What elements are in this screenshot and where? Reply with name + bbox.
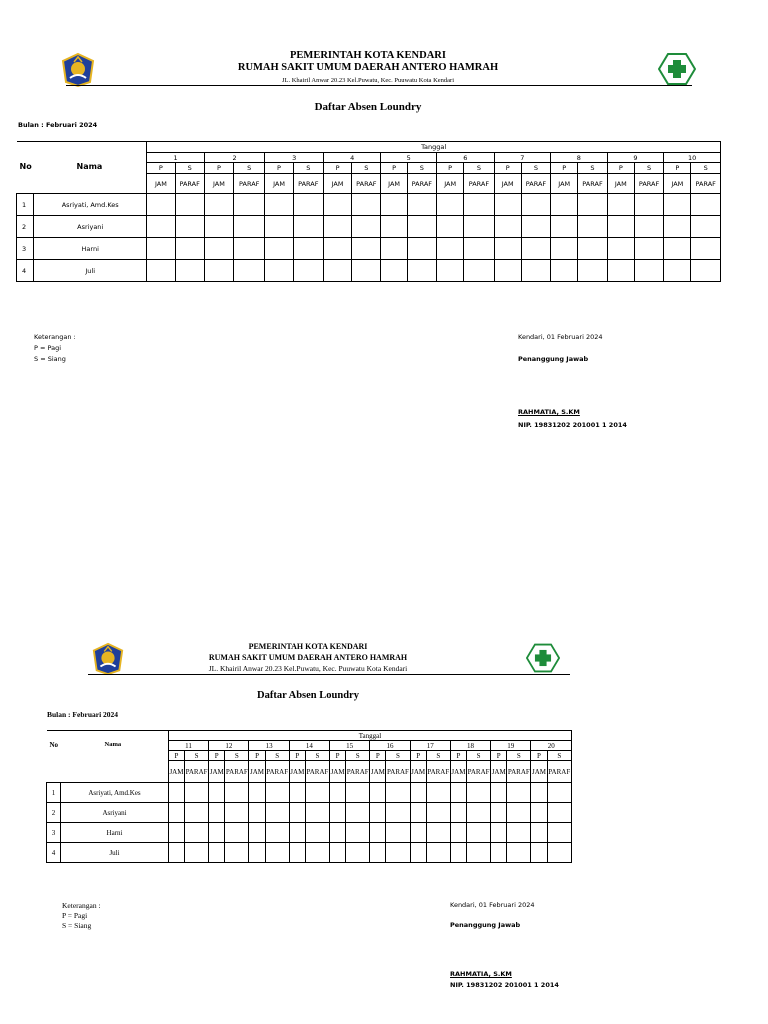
day-5: 5 bbox=[381, 153, 437, 163]
shift-p: P bbox=[289, 751, 305, 761]
health-cross-icon bbox=[526, 642, 560, 674]
shift-s: S bbox=[346, 751, 370, 761]
shift-s: S bbox=[507, 751, 531, 761]
sub-paraf: PARAF bbox=[547, 761, 571, 783]
sub-jam: JAM bbox=[370, 761, 386, 783]
sub-paraf: PARAF bbox=[426, 761, 450, 783]
shift-s: S bbox=[578, 163, 607, 174]
day-7: 7 bbox=[494, 153, 551, 163]
sub-paraf: PARAF bbox=[691, 174, 721, 194]
day-12: 12 bbox=[209, 741, 249, 751]
shift-p: P bbox=[323, 163, 351, 174]
day-11: 11 bbox=[168, 741, 208, 751]
day-8: 8 bbox=[551, 153, 608, 163]
signature-name: RAHMATIA, S.KM bbox=[450, 970, 512, 978]
sub-paraf: PARAF bbox=[466, 761, 490, 783]
legend-title: Keterangan : bbox=[62, 901, 101, 910]
sub-jam: JAM bbox=[168, 761, 184, 783]
row-name: Juli bbox=[34, 260, 147, 282]
sub-jam: JAM bbox=[410, 761, 426, 783]
header-divider bbox=[88, 674, 570, 675]
sub-jam: JAM bbox=[607, 174, 634, 194]
tanggal-header: Tanggal bbox=[147, 142, 721, 153]
sub-paraf: PARAF bbox=[185, 761, 209, 783]
signature-role: Penanggung Jawab bbox=[518, 355, 589, 363]
shift-p: P bbox=[168, 751, 184, 761]
city-emblem-icon bbox=[91, 642, 125, 676]
shift-p: P bbox=[531, 751, 547, 761]
shift-s: S bbox=[466, 751, 490, 761]
row-no: 1 bbox=[17, 194, 34, 216]
header-address: JL. Khairil Anwar 20.23 Kel.Puwatu, Kec. Puuwatu Kota Kendari bbox=[281, 77, 455, 84]
shift-p: P bbox=[330, 751, 346, 761]
table-row bbox=[47, 783, 572, 803]
sub-paraf: PARAF bbox=[521, 174, 550, 194]
header-line-1: PEMERINTAH KOTA KENDARI bbox=[290, 50, 446, 61]
shift-p: P bbox=[209, 751, 225, 761]
table-row bbox=[47, 803, 572, 823]
shift-p: P bbox=[551, 163, 578, 174]
day-1: 1 bbox=[147, 153, 205, 163]
row-no: 4 bbox=[17, 260, 34, 282]
header-line-2: RUMAH SAKIT UMUM DAERAH ANTERO HAMRAH bbox=[208, 653, 408, 662]
sub-paraf: PARAF bbox=[634, 174, 663, 194]
row-name: Juli bbox=[61, 843, 169, 863]
shift-s: S bbox=[293, 163, 323, 174]
day-9: 9 bbox=[607, 153, 664, 163]
shift-s: S bbox=[234, 163, 265, 174]
table-row bbox=[17, 194, 721, 216]
legend-p: P = Pagi bbox=[62, 911, 88, 920]
shift-p: P bbox=[450, 751, 466, 761]
document-title: Daftar Absen Loundry bbox=[314, 101, 422, 113]
tanggal-header: Tanggal bbox=[168, 731, 571, 741]
signature-role: Penanggung Jawab bbox=[450, 921, 521, 929]
sub-jam: JAM bbox=[249, 761, 265, 783]
shift-s: S bbox=[521, 163, 550, 174]
col-nama-header: Nama bbox=[104, 741, 122, 748]
shift-s: S bbox=[386, 751, 410, 761]
sub-jam: JAM bbox=[323, 174, 351, 194]
sub-paraf: PARAF bbox=[352, 174, 381, 194]
sub-paraf: PARAF bbox=[386, 761, 410, 783]
signature-nip: NIP. 19831202 201001 1 2014 bbox=[518, 421, 627, 429]
sub-jam: JAM bbox=[437, 174, 464, 194]
sub-jam: JAM bbox=[204, 174, 233, 194]
shift-p: P bbox=[370, 751, 386, 761]
row-name: Asriyani bbox=[34, 216, 147, 238]
signature-name: RAHMATIA, S.KM bbox=[518, 408, 580, 416]
month-label: Bulan : Februari 2024 bbox=[47, 710, 119, 719]
table-row bbox=[47, 843, 572, 863]
row-name: Asriyati, Amd.Kes bbox=[61, 783, 169, 803]
col-nama-header: Nama bbox=[76, 162, 103, 171]
shift-s: S bbox=[185, 751, 209, 761]
shift-s: S bbox=[464, 163, 494, 174]
signature-place-date: Kendari, 01 Februari 2024 bbox=[450, 901, 535, 909]
row-name: Asriyani bbox=[61, 803, 169, 823]
row-no: 3 bbox=[47, 823, 61, 843]
table-row bbox=[17, 260, 721, 282]
sub-jam: JAM bbox=[531, 761, 547, 783]
shift-p: P bbox=[607, 163, 634, 174]
header-address: JL. Khairil Anwar 20.23 Kel.Puwatu, Kec. Puuwatu Kota Kendari bbox=[208, 664, 408, 673]
header-divider bbox=[66, 85, 692, 86]
row-name: Asriyati, Amd.Kes bbox=[34, 194, 147, 216]
shift-p: P bbox=[437, 163, 464, 174]
shift-s: S bbox=[225, 751, 249, 761]
row-no: 3 bbox=[17, 238, 34, 260]
sub-jam: JAM bbox=[147, 174, 175, 194]
shift-p: P bbox=[249, 751, 265, 761]
header-cell bbox=[17, 142, 147, 174]
sub-paraf: PARAF bbox=[234, 174, 265, 194]
sub-paraf: PARAF bbox=[578, 174, 607, 194]
shift-s: S bbox=[265, 751, 289, 761]
shift-s: S bbox=[407, 163, 436, 174]
sub-paraf: PARAF bbox=[265, 761, 289, 783]
legend-p: P = Pagi bbox=[34, 344, 62, 352]
day-17: 17 bbox=[410, 741, 450, 751]
health-cross-icon bbox=[658, 52, 696, 86]
header-cell bbox=[47, 731, 169, 761]
day-4: 4 bbox=[323, 153, 381, 163]
col-no-header: No bbox=[49, 741, 59, 749]
shift-p: P bbox=[664, 163, 691, 174]
document-title: Daftar Absen Loundry bbox=[257, 690, 359, 701]
sub-paraf: PARAF bbox=[293, 174, 323, 194]
sub-jam: JAM bbox=[381, 174, 407, 194]
sub-paraf: PARAF bbox=[346, 761, 370, 783]
shift-s: S bbox=[634, 163, 663, 174]
row-no: 4 bbox=[47, 843, 61, 863]
sub-paraf: PARAF bbox=[507, 761, 531, 783]
shift-p: P bbox=[204, 163, 233, 174]
legend-s: S = Siang bbox=[62, 921, 92, 930]
day-6: 6 bbox=[437, 153, 495, 163]
shift-s: S bbox=[691, 163, 721, 174]
sub-jam: JAM bbox=[551, 174, 578, 194]
shift-p: P bbox=[491, 751, 507, 761]
table-row bbox=[17, 216, 721, 238]
city-emblem-icon bbox=[60, 52, 96, 88]
day-19: 19 bbox=[491, 741, 531, 751]
day-13: 13 bbox=[249, 741, 289, 751]
shift-s: S bbox=[352, 163, 381, 174]
shift-p: P bbox=[147, 163, 175, 174]
signature-place-date: Kendari, 01 Februari 2024 bbox=[518, 333, 603, 341]
shift-p: P bbox=[494, 163, 521, 174]
shift-s: S bbox=[426, 751, 450, 761]
sub-paraf: PARAF bbox=[464, 174, 494, 194]
day-15: 15 bbox=[330, 741, 370, 751]
shift-s: S bbox=[305, 751, 329, 761]
jam-paraf-row bbox=[47, 761, 572, 783]
blank-cell bbox=[17, 174, 147, 194]
row-name: Harni bbox=[34, 238, 147, 260]
sub-jam: JAM bbox=[491, 761, 507, 783]
row-no: 2 bbox=[17, 216, 34, 238]
shift-s: S bbox=[175, 163, 204, 174]
sub-jam: JAM bbox=[664, 174, 691, 194]
sub-jam: JAM bbox=[494, 174, 521, 194]
sub-paraf: PARAF bbox=[225, 761, 249, 783]
shift-p: P bbox=[381, 163, 407, 174]
day-2: 2 bbox=[204, 153, 265, 163]
shift-p: P bbox=[265, 163, 293, 174]
attendance-table-2 bbox=[46, 730, 572, 863]
row-name: Harni bbox=[61, 823, 169, 843]
sub-paraf: PARAF bbox=[175, 174, 204, 194]
sub-paraf: PARAF bbox=[305, 761, 329, 783]
sub-jam: JAM bbox=[450, 761, 466, 783]
day-14: 14 bbox=[289, 741, 329, 751]
shift-p: P bbox=[410, 751, 426, 761]
row-no: 1 bbox=[47, 783, 61, 803]
sub-jam: JAM bbox=[330, 761, 346, 783]
col-no-header: No bbox=[19, 162, 32, 171]
month-label: Bulan : Februari 2024 bbox=[18, 121, 98, 129]
jam-paraf-row bbox=[17, 174, 721, 194]
header-line-1: PEMERINTAH KOTA KENDARI bbox=[248, 642, 368, 651]
sub-paraf: PARAF bbox=[407, 174, 436, 194]
sub-jam: JAM bbox=[209, 761, 225, 783]
day-10: 10 bbox=[664, 153, 721, 163]
page-2 bbox=[0, 512, 768, 1024]
attendance-table-1 bbox=[16, 141, 721, 282]
header-line-2: RUMAH SAKIT UMUM DAERAH ANTERO HAMRAH bbox=[237, 62, 499, 73]
table-row bbox=[47, 823, 572, 843]
blank-cell bbox=[47, 761, 169, 783]
shift-s: S bbox=[547, 751, 571, 761]
legend-title: Keterangan : bbox=[34, 333, 76, 341]
day-18: 18 bbox=[450, 741, 490, 751]
day-20: 20 bbox=[531, 741, 572, 751]
day-3: 3 bbox=[265, 153, 324, 163]
row-no: 2 bbox=[47, 803, 61, 823]
day-16: 16 bbox=[370, 741, 410, 751]
sub-jam: JAM bbox=[265, 174, 293, 194]
signature-nip: NIP. 19831202 201001 1 2014 bbox=[450, 981, 559, 989]
sub-jam: JAM bbox=[289, 761, 305, 783]
legend-s: S = Siang bbox=[34, 355, 66, 363]
table-row bbox=[17, 238, 721, 260]
